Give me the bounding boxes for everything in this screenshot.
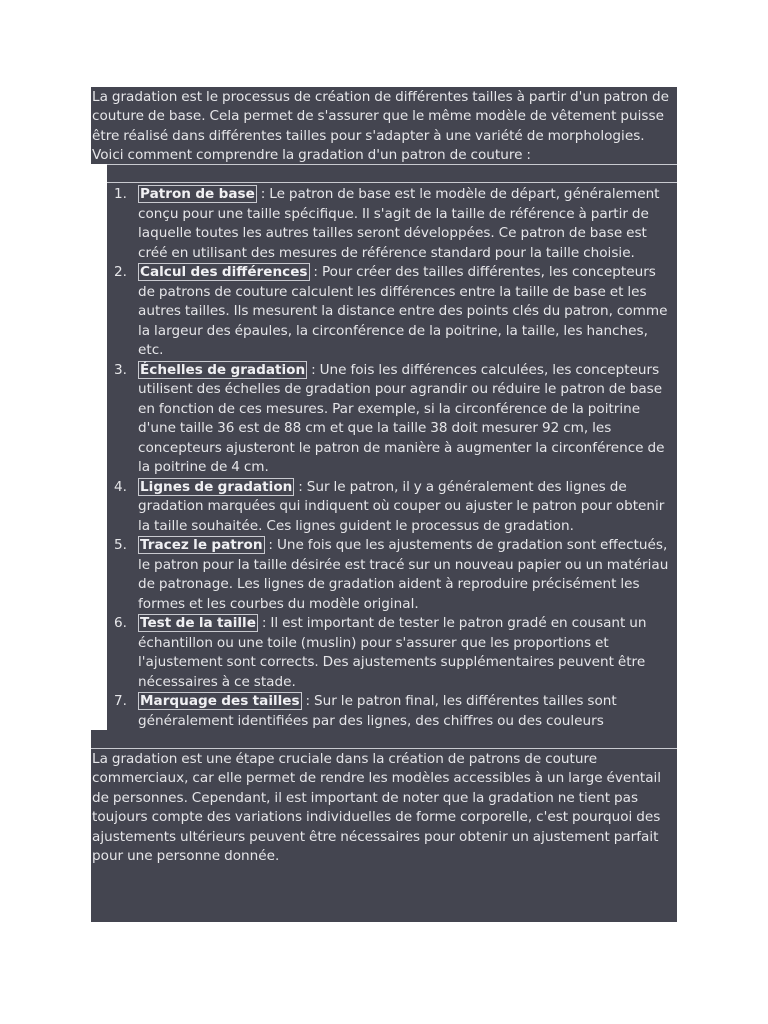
step-text: : Sur le patron, il y a généralement des lignes de gradation marquées qui indiquent où couper ou ajuster le patron pour obtenir la taille souhaitée. Ces lignes guident le processus de gradation. [138, 478, 665, 534]
steps-list [107, 185, 673, 751]
step-number: 1. [114, 186, 127, 202]
divider-strip [107, 164, 677, 183]
list-item [107, 185, 673, 263]
step-number: 3. [114, 361, 127, 378]
list-item [107, 263, 673, 361]
step-text: : Une fois les différences calculées, les concepteurs utilisent des échelles de gradation pour agrandir ou réduire le patron de base en fonction de ces mesures. Par exemple, si la circonférence de la poitrine d'une taille 36 est de 88 cm et que la taille 38 doit mesurer 92 cm, les concepteurs ajusteront le patron de manière à augmenter la circonférence de la poitrine de 4 cm. [138, 361, 665, 475]
step-text: : Sur le patron final, les différentes tailles sont généralement identifiées par des lignes, des chiffres ou des couleurs [138, 693, 617, 729]
step-term: Calcul des différences [140, 264, 308, 280]
step-term: Échelles de gradation [140, 361, 306, 378]
step-term: Lignes de gradation [140, 478, 293, 495]
step-text: : Il est important de tester le patron gradé en cousant un échantillon ou une toile (muslin) pour s'assurer que les proportions et l'ajustement sont corrects. Des ajustements supplémentaires peuvent être nécessaires à ce stade. [138, 615, 647, 690]
step-term: Marquage des tailles [140, 693, 300, 709]
step-text: : Le patron de base est le modèle de départ, généralement conçu pour une taille spécifique. Il s'agit de la taille de référence à partir de laquelle toutes les autres tailles seront développées. Ce patron de base est créé en utilisant des mesures de référence standard pour la taille choisie. [138, 186, 660, 261]
step-number: 6. [114, 615, 127, 631]
outro-block [91, 749, 677, 922]
list-item [107, 536, 673, 614]
step-term: Test de la taille [140, 615, 256, 631]
step-number: 7. [114, 693, 127, 709]
list-item [107, 614, 673, 692]
step-text: : Une fois que les ajustements de gradation sont effectués, le patron pour la taille désirée est tracé sur un nouveau papier ou un matériau de patronage. Les lignes de gradation aident à reproduire précisément les formes et les courbes du modèle original. [138, 537, 669, 612]
step-term: Tracez le patron [140, 537, 263, 553]
list-item [107, 478, 673, 537]
step-number: 2. [114, 264, 127, 280]
divider-strip [91, 730, 677, 749]
outro-paragraph: La gradation est une étape cruciale dans la création de patrons de couture commerciaux, car elle permet de rendre les modèles accessibles à un large éventail de personnes. Cependant, il est important de noter que la gradation ne tient pas toujours compte des variations individuelles de forme corporelle, c'est pourquoi des ajustements ultérieurs peuvent être nécessaires pour obtenir un ajustement parfait pour une personne donnée. [92, 751, 662, 865]
step-number: 4. [114, 478, 127, 495]
step-term: Patron de base [140, 186, 255, 202]
step-text: : Pour créer des tailles différentes, les concepteurs de patrons de couture calculent les différences entre la taille de base et les autres tailles. Ils mesurent la distance entre des points clés du patron, comme la largeur des épaules, la circonférence de la poitrine, la taille, les hanches, etc. [138, 264, 668, 358]
list-item [107, 361, 673, 478]
intro-block [91, 87, 677, 164]
step-number: 5. [114, 537, 127, 553]
steps-block [107, 182, 677, 730]
intro-paragraph: La gradation est le processus de création de différentes tailles à partir d'un patron de couture de base. Cela permet de s'assurer que le même modèle de vêtement puisse être réalisé dans différentes tailles pour s'adapter à une variété de morphologies. Voici comment comprendre la gradation d'un patron de couture : [92, 89, 669, 164]
